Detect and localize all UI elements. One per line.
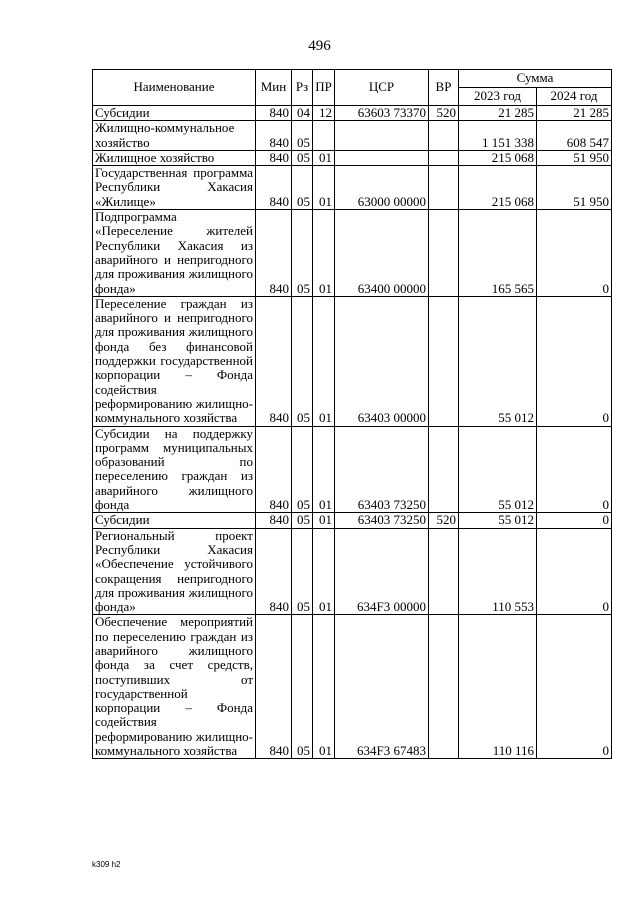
row-name: Жилищное хозяйство xyxy=(93,150,256,165)
row-vr xyxy=(429,528,459,615)
row-rz: 05 xyxy=(292,528,313,615)
row-csr: 63400 00000 xyxy=(335,210,429,297)
row-name: Переселение граждан из аварийного и непригодного для проживания жилищного фонда без финансовой поддержки государственной корпорации – Фонда содействия реформированию жилищно-коммунального хозяйства xyxy=(93,296,256,426)
row-pr: 01 xyxy=(313,528,335,615)
row-pr: 01 xyxy=(313,426,335,513)
row-min: 840 xyxy=(256,150,292,165)
row-rz: 05 xyxy=(292,150,313,165)
row-rz: 05 xyxy=(292,296,313,426)
row-vr xyxy=(429,426,459,513)
row-2023: 215 068 xyxy=(459,166,537,210)
row-rz: 05 xyxy=(292,166,313,210)
budget-table xyxy=(92,69,612,759)
row-2023: 215 068 xyxy=(459,150,537,165)
table-row xyxy=(93,150,612,165)
row-2024: 0 xyxy=(537,426,612,513)
row-name: Обеспечение мероприятий по переселению граждан из аварийного жилищного фонда за счет средств, поступивших от государственной корпорации – Фонда содействия реформированию жилищно-коммунального хозяйства xyxy=(93,615,256,759)
row-rz: 05 xyxy=(292,426,313,513)
header-2023: 2023 год xyxy=(459,88,537,106)
row-vr: 520 xyxy=(429,513,459,528)
row-2023: 55 012 xyxy=(459,426,537,513)
row-2023: 55 012 xyxy=(459,296,537,426)
header-vr: ВР xyxy=(429,70,459,106)
row-vr xyxy=(429,210,459,297)
row-2024: 608 547 xyxy=(537,121,612,151)
table-row xyxy=(93,296,612,426)
row-2024: 0 xyxy=(537,210,612,297)
row-pr: 01 xyxy=(313,210,335,297)
table-row xyxy=(93,426,612,513)
header-csr: ЦСР xyxy=(335,70,429,106)
row-csr: 634F3 67483 xyxy=(335,615,429,759)
row-min: 840 xyxy=(256,166,292,210)
row-name: Региональный проект Республики Хакасия «Обеспечение устойчивого сокращения непригодного для проживания жилищного фонда» xyxy=(93,528,256,615)
row-2023: 165 565 xyxy=(459,210,537,297)
header-rz: Рз xyxy=(292,70,313,106)
row-min: 840 xyxy=(256,121,292,151)
row-pr: 01 xyxy=(313,166,335,210)
row-2024: 21 285 xyxy=(537,106,612,121)
row-2023: 21 285 xyxy=(459,106,537,121)
row-min: 840 xyxy=(256,528,292,615)
row-2024: 0 xyxy=(537,296,612,426)
row-vr xyxy=(429,121,459,151)
row-csr: 63403 73250 xyxy=(335,426,429,513)
table-row xyxy=(93,615,612,759)
row-min: 840 xyxy=(256,513,292,528)
row-pr: 01 xyxy=(313,615,335,759)
header-pr: ПР xyxy=(313,70,335,106)
table-row xyxy=(93,166,612,210)
row-2023: 55 012 xyxy=(459,513,537,528)
row-name: Жилищно-коммунальное хозяйство xyxy=(93,121,256,151)
row-name: Субсидии xyxy=(93,106,256,121)
row-vr xyxy=(429,166,459,210)
row-vr: 520 xyxy=(429,106,459,121)
row-vr xyxy=(429,615,459,759)
table-row xyxy=(93,106,612,121)
row-2023: 110 116 xyxy=(459,615,537,759)
row-rz: 04 xyxy=(292,106,313,121)
row-2024: 0 xyxy=(537,513,612,528)
row-2024: 0 xyxy=(537,528,612,615)
row-min: 840 xyxy=(256,426,292,513)
row-csr xyxy=(335,121,429,151)
row-min: 840 xyxy=(256,106,292,121)
row-name: Подпрограмма «Переселение жителей Республики Хакасия из аварийного и непригодного для проживания жилищного фонда» xyxy=(93,210,256,297)
header-sum: Сумма xyxy=(459,70,612,88)
row-pr: 01 xyxy=(313,150,335,165)
row-rz: 05 xyxy=(292,513,313,528)
row-rz: 05 xyxy=(292,615,313,759)
row-csr: 63603 73370 xyxy=(335,106,429,121)
table-row xyxy=(93,210,612,297)
header-name: Наименование xyxy=(93,70,256,106)
row-min: 840 xyxy=(256,615,292,759)
table-row xyxy=(93,528,612,615)
row-csr: 634F3 00000 xyxy=(335,528,429,615)
row-csr xyxy=(335,150,429,165)
header-min: Мин xyxy=(256,70,292,106)
footer-code: k309 h2 xyxy=(92,860,121,869)
row-pr: 01 xyxy=(313,513,335,528)
row-rz: 05 xyxy=(292,210,313,297)
row-rz: 05 xyxy=(292,121,313,151)
row-pr xyxy=(313,121,335,151)
row-2024: 0 xyxy=(537,615,612,759)
row-pr: 01 xyxy=(313,296,335,426)
row-csr: 63403 73250 xyxy=(335,513,429,528)
row-name: Государственная программа Республики Хакасия «Жилище» xyxy=(93,166,256,210)
header-2024: 2024 год xyxy=(537,88,612,106)
row-name: Субсидии xyxy=(93,513,256,528)
row-2024: 51 950 xyxy=(537,150,612,165)
page-number: 496 xyxy=(308,38,331,54)
row-csr: 63403 00000 xyxy=(335,296,429,426)
row-vr xyxy=(429,150,459,165)
table-row xyxy=(93,121,612,151)
row-vr xyxy=(429,296,459,426)
row-2023: 110 553 xyxy=(459,528,537,615)
row-pr: 12 xyxy=(313,106,335,121)
row-2024: 51 950 xyxy=(537,166,612,210)
row-2023: 1 151 338 xyxy=(459,121,537,151)
table-row xyxy=(93,513,612,528)
row-name: Субсидии на поддержку программ муниципальных образований по переселению граждан из аварийного жилищного фонда xyxy=(93,426,256,513)
row-csr: 63000 00000 xyxy=(335,166,429,210)
row-min: 840 xyxy=(256,210,292,297)
row-min: 840 xyxy=(256,296,292,426)
